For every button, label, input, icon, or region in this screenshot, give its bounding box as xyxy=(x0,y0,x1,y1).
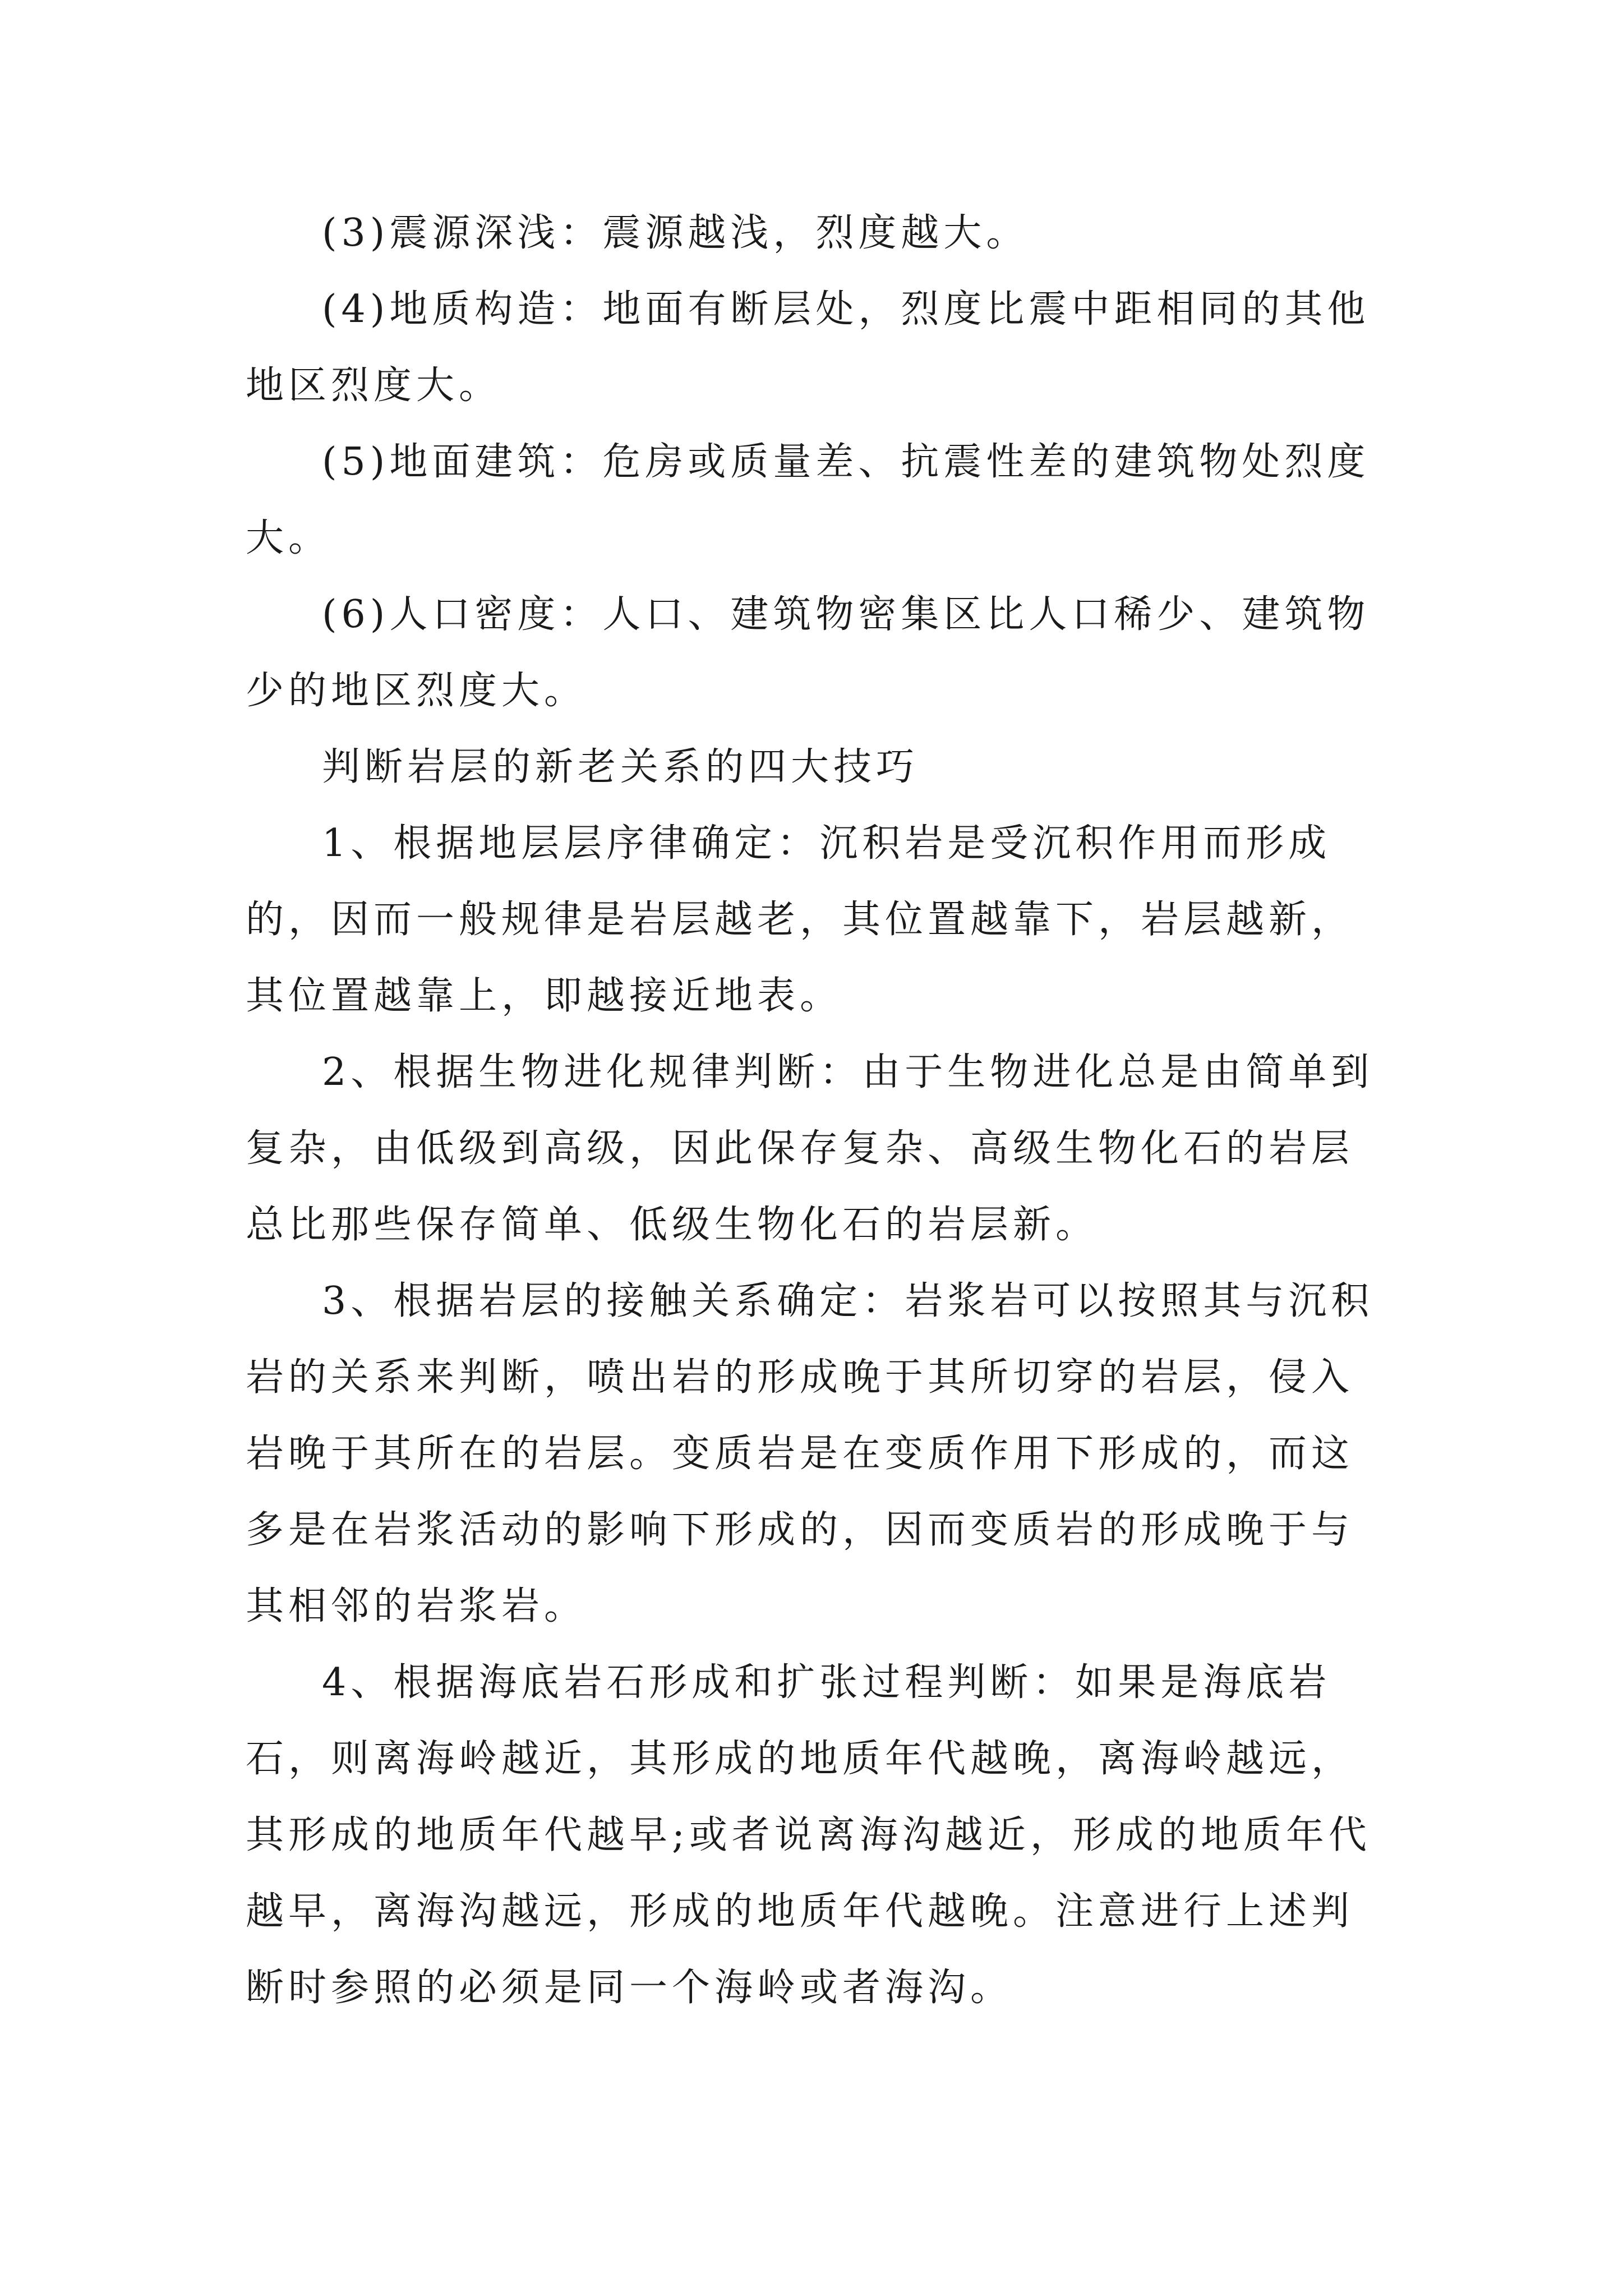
paragraph-tip-2: 2、根据生物进化规律判断：由于生物进化总是由简单到复杂，由低级到高级，因此保存复杂、高级生物化石的岩层总比那些保存简单、低级生物化石的岩层新。 xyxy=(246,1050,1374,1247)
paragraph-tip-3: 3、根据岩层的接触关系确定：岩浆岩可以按照其与沉积岩的关系来判断，喷出岩的形成晚于其所切穿的岩层，侵入岩晚于其所在的岩层。变质岩是在变质作用下形成的，而这多是在岩浆活动的影响下形成的，因而变质岩的形成晚于与其相邻的岩浆岩。 xyxy=(246,1279,1374,1628)
paragraph-population-density: (6)人口密度：人口、建筑物密集区比人口稀少、建筑物少的地区烈度大。 xyxy=(246,592,1370,713)
paragraph-tip-1: 1、根据地层层序律确定：沉积岩是受沉积作用而形成的，因而一般规律是岩层越老，其位置越靠下，岩层越新，其位置越靠上，即越接近地表。 xyxy=(246,821,1354,1018)
document-body xyxy=(246,195,1390,2026)
paragraph-geologic-structure: (4)地质构造：地面有断层处，烈度比震中距相同的其他地区烈度大。 xyxy=(246,287,1370,408)
paragraph-tip-4: 4、根据海底岩石形成和扩张过程判断：如果是海底岩石，则离海岭越近，其形成的地质年代越晚，离海岭越远，其形成的地质年代越早;或者说离海沟越近，形成的地质年代越早，离海沟越远，形成的地质年代越晚。注意进行上述判断时参照的必须是同一个海岭或者海沟。 xyxy=(246,1660,1371,2010)
paragraph-ground-buildings: (5)地面建筑：危房或质量差、抗震性差的建筑物处烈度大。 xyxy=(246,440,1370,560)
paragraph-focal-depth: (3)震源深浅：震源越浅，烈度越大。 xyxy=(322,211,1029,255)
section-heading: 判断岩层的新老关系的四大技巧 xyxy=(322,745,919,789)
